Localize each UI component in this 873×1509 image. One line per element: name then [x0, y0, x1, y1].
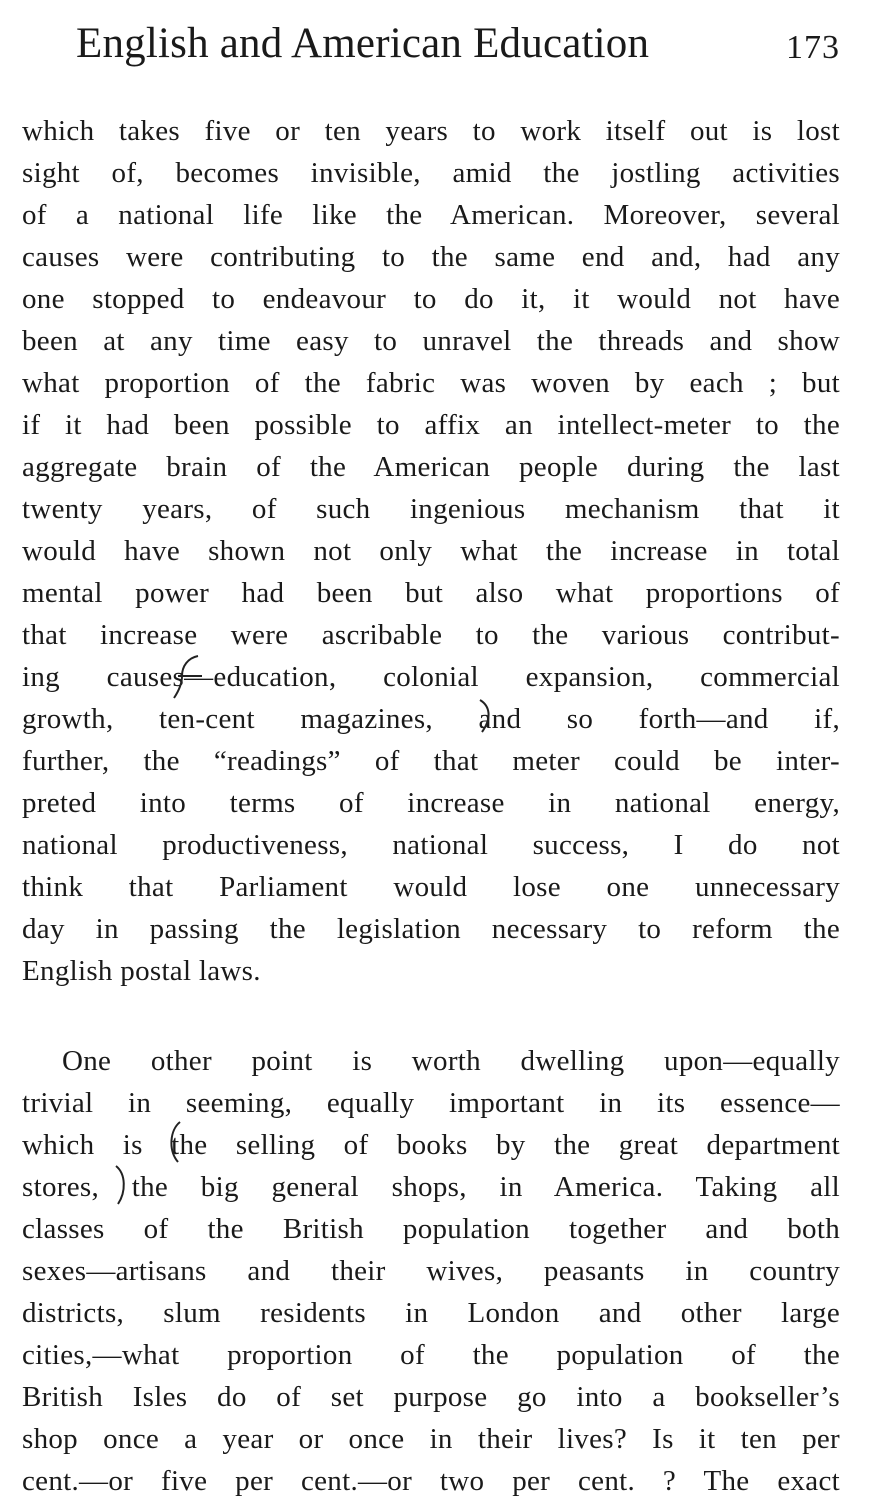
paragraph-2: [22, 1040, 840, 1502]
text-line: twenty years, of such ingenious mechanism that it: [22, 493, 840, 525]
text-line: ing causes—education, colonial expansion, commercial: [22, 661, 840, 693]
text-line: which takes five or ten years to work itself out is lost: [22, 115, 840, 147]
paragraph-1: [22, 110, 840, 992]
text-line: further, the “readings” of that meter could be inter-: [22, 745, 840, 777]
text-line: sight of, becomes invisible, amid the jostling activities: [22, 157, 840, 189]
text-line: would have shown not only what the increase in total: [22, 535, 840, 567]
text-line: mental power had been but also what proportions of: [22, 577, 840, 609]
text-line: British Isles do of set purpose go into a bookseller’s: [22, 1381, 840, 1413]
text-line: what proportion of the fabric was woven by each ; but: [22, 367, 840, 399]
text-line: One other point is worth dwelling upon—equally: [62, 1045, 840, 1077]
running-title: English and American Education: [76, 20, 650, 67]
text-line: day in passing the legislation necessary to reform the: [22, 913, 840, 945]
text-line: shop once a year or once in their lives? Is it ten per: [22, 1423, 840, 1455]
page-number: 173: [786, 29, 840, 66]
text-line: cent.—or five per cent.—or two per cent. ? The exact: [22, 1465, 840, 1497]
text-line: trivial in seeming, equally important in its essence—: [22, 1087, 840, 1119]
text-line: one stopped to endeavour to do it, it would not have: [22, 283, 840, 315]
text-line: stores, the big general shops, in America. Taking all: [22, 1171, 840, 1203]
text-line: which is the selling of books by the great department: [22, 1129, 840, 1161]
text-line: sexes—artisans and their wives, peasants in country: [22, 1255, 840, 1287]
text-line: preted into terms of increase in national energy,: [22, 787, 840, 819]
text-line: national productiveness, national success, I do not: [22, 829, 840, 861]
text-line: English postal laws.: [22, 955, 261, 987]
text-line: cities,—what proportion of the population of the: [22, 1339, 840, 1371]
text-line: if it had been possible to affix an intellect-meter to the: [22, 409, 840, 441]
text-line: been at any time easy to unravel the threads and show: [22, 325, 840, 357]
text-line: think that Parliament would lose one unnecessary: [22, 871, 840, 903]
text-line: aggregate brain of the American people during the last: [22, 451, 840, 483]
page-header: [76, 18, 846, 70]
text-line: of a national life like the American. Moreover, several: [22, 199, 840, 231]
text-line: that increase were ascribable to the various contribut-: [22, 619, 840, 651]
text-line: growth, ten-cent magazines, and so forth—and if,: [22, 703, 840, 735]
text-line: causes were contributing to the same end and, had any: [22, 241, 840, 273]
text-line: districts, slum residents in London and other large: [22, 1297, 840, 1329]
text-line: classes of the British population together and both: [22, 1213, 840, 1245]
